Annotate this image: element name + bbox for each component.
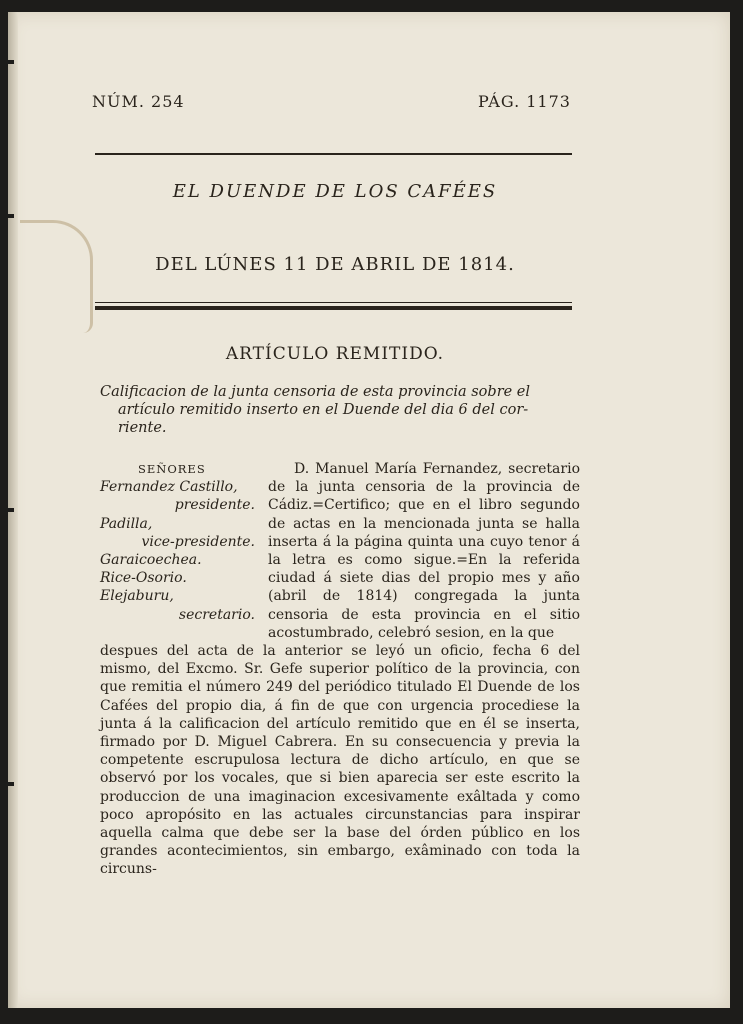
top-rule (95, 153, 572, 155)
article-intro (100, 383, 578, 437)
signer-name: Fernandez Castillo, (100, 479, 238, 496)
newspaper-title: EL DUENDE DE LOS CAFÉES (172, 181, 498, 202)
intro-line: artículo remitido inserto en el Duende del dia 6 del cor- (118, 402, 529, 418)
signers-heading: SEÑORES (138, 462, 206, 476)
signer-role: presidente. (174, 497, 255, 514)
signer-name: Elejaburu, (100, 588, 174, 605)
signer-role: secretario. (178, 606, 255, 623)
signer-role: vice-presidente. (141, 533, 255, 550)
signer-name: Rice-Osorio. (100, 570, 187, 587)
double-rule-bottom (95, 306, 572, 310)
issue-number: NÚM. 254 (92, 92, 185, 111)
binding-mark (0, 60, 14, 64)
page-number: PÁG. 1173 (478, 92, 571, 111)
intro-line: Calificacion de la junta censoria de esta provincia sobre el (100, 384, 531, 400)
section-title: ARTÍCULO REMITIDO. (225, 344, 445, 364)
signers-list (100, 460, 255, 624)
certificate-column (268, 460, 580, 642)
intro-line: riente. (118, 420, 167, 436)
signer-name: Garaicoechea. (100, 552, 202, 569)
paper-stain (20, 220, 93, 333)
signer-name: Padilla, (100, 515, 153, 532)
binding-mark (0, 508, 14, 512)
certificate-text: D. Manuel María Fernandez, secretario de la junta censoria de la provincia de Cádiz.=Certifico; que en el libro segundo de actas en la mencionada junta se halla inserta á la página quinta una cuyo tenor á la letra es como sigue.=En la referida ciudad á siete dias del propio mes y año (abril de 1814) congregada la junta censoria de esta provincia en el sitio acostumbrado, celebró sesion, en la que (268, 461, 580, 641)
issue-date: DEL LÚNES 11 DE ABRIL DE 1814. (155, 254, 515, 275)
body-paragraph: despues del acta de la anterior se leyó un oficio, fecha 6 del mismo, del Excmo. Sr. Gefe superior político de la provincia, con que remitia el número 249 del periódico titulado El Duende de los Cafées del propio dia, á fin de que con urgencia procediese la junta á la calificacion del artículo remitido que en él se inserta, firmado por D. Miguel Cabrera. En su consecuencia y previa la competente escrupulosa lectura de dicho artículo, en que se observó por los vocales, que si bien aparecia ser este escrito la produccion de una imaginacion excesivamente exâltada y como poco apropósito en las actuales circunstancias para inspirar aquella calma que debe ser la base del órden público en los grandes acontecimientos, sin embargo, exâminado con toda la circuns- (100, 643, 580, 878)
binding-mark (0, 782, 14, 786)
double-rule-top (95, 302, 572, 303)
article-body (100, 642, 580, 879)
binding-mark (0, 214, 14, 218)
